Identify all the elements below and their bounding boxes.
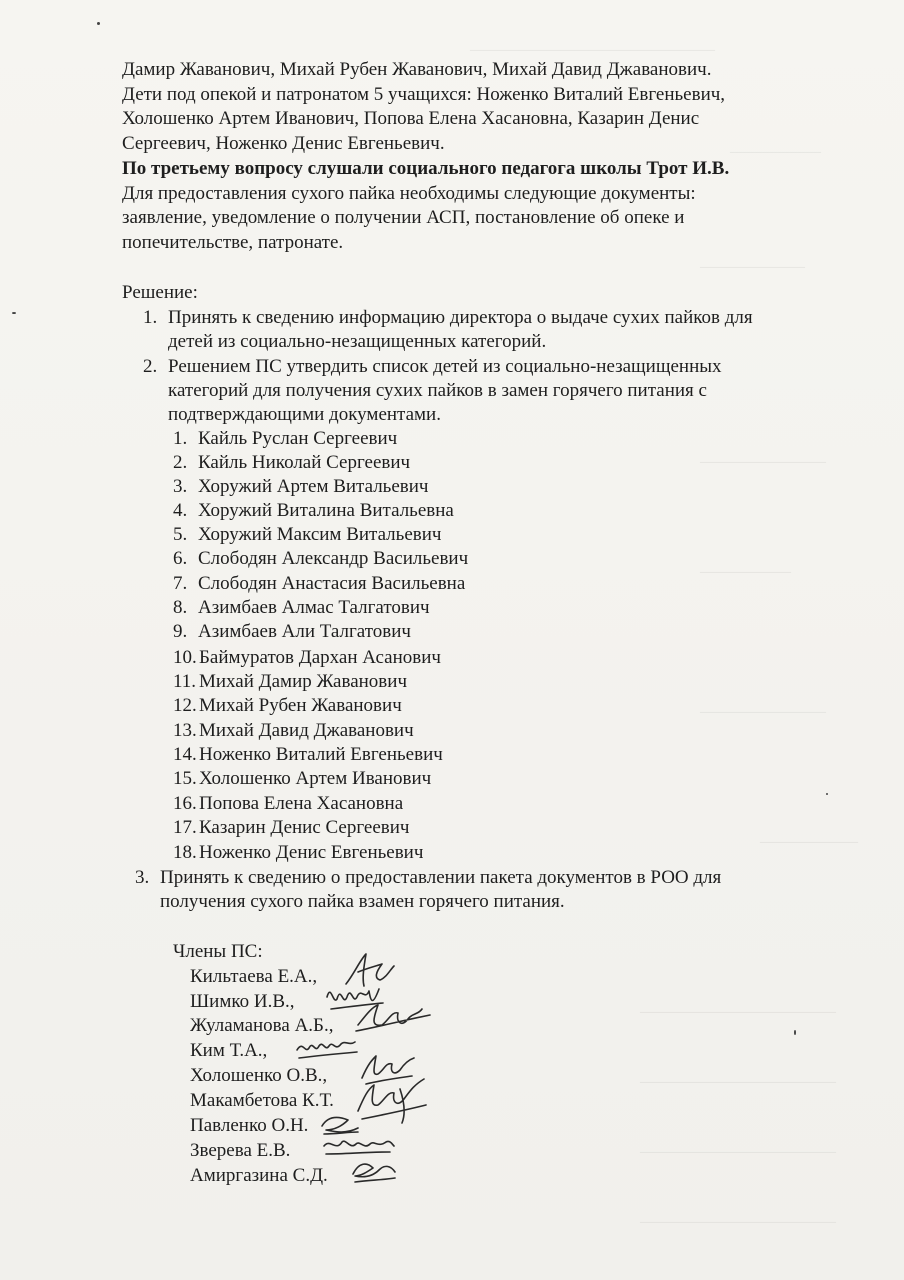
child-name: Баймуратов Дархан Асанович bbox=[199, 647, 441, 668]
scan-speck bbox=[12, 312, 16, 314]
child-number: 10. bbox=[173, 647, 197, 668]
member-name: Жуламанова А.Б., bbox=[190, 1015, 334, 1036]
decision-line: категорий для получения сухих пайков в замен горячего питания с bbox=[168, 380, 707, 401]
child-number: 16. bbox=[173, 793, 197, 814]
scan-speck bbox=[794, 1030, 796, 1035]
signature-amirgazina bbox=[349, 1156, 399, 1186]
member-name: Амиргазина С.Д. bbox=[190, 1165, 328, 1186]
intro-line: Холошенко Артем Иванович, Попова Елена Хасановна, Казарин Денис bbox=[122, 108, 700, 129]
intro-line: Дамир Жаванович, Михай Рубен Жаванович, Михай Давид Джаванович. bbox=[122, 59, 712, 80]
child-number: 13. bbox=[173, 720, 197, 741]
child-name: Михай Давид Джаванович bbox=[199, 720, 414, 741]
child-name: Слободян Анастасия Васильевна bbox=[198, 573, 466, 594]
decision-number: 2. bbox=[143, 356, 158, 377]
child-number: 1. bbox=[173, 428, 188, 449]
decision-line: Принять к сведению о предоставлении пакета документов в РОО для bbox=[160, 867, 722, 888]
child-name: Холошенко Артем Иванович bbox=[199, 768, 432, 789]
child-name: Азимбаев Алмас Талгатович bbox=[198, 597, 430, 618]
child-name: Хоружий Артем Витальевич bbox=[198, 476, 429, 497]
child-name: Ноженко Виталий Евгеньевич bbox=[199, 744, 443, 765]
members-label: Члены ПС: bbox=[173, 941, 263, 962]
child-number: 12. bbox=[173, 695, 197, 716]
document-page: ___________________________________ _____________ _______________ __________________ _____________ __________________ ______________ ____________________________ ____________________________ ____________________________ ____________________________ Дамир Жаванович, Михай Рубен Жаванович, Михай Давид Джаванович. Дети под опекой и патронатом 5 учащихся: Ноженко Виталий Евгеньевич, Холошенко Артем Иванович, Попова Елена Хасановна, Казарин Денис Сергеевич, Ноженко Денис Евгеньевич. По третьему вопросу слушали социального педагога школы Трот И.В. Для предоставления сухого пайка необходимы следующие документы: заявление, уведомление о получении АСП, постановление об опеке и попечительстве, патронате. Решение: 1. Принять к сведению информацию директора о выдаче сухих пайков для детей из социально-незащищенных категорий. 2. Решением ПС утвердить список детей из социально-незащищенных категорий для получения сухих пайков в замен горячего питания с подтверждающими документами. 1. Кайль Руслан Сергеевич 2. Кайль Николай Сергеевич 3. Хоружий Артем Витальевич 4. Хоружий Виталина Витальевна 5. Хоружий Максим Витальевич 6. Слободян Александр Васильевич 7. Слободян Анастасия Васильевна 8. Азимбаев Алмас Талгатович 9. Азимбаев Али Талгатович 10. Баймуратов Дархан Асанович 11. Михай Дамир Жаванович 12. Михай Рубен Жаванович 13. Михай Давид Джаванович 14. Ноженко Виталий Евгеньевич 15. Холошенко Артем Иванович 16. Попова Елена Хасановна 17. Казарин Денис Сергеевич 18. Ноженко Денис Евгеньевич 3. Принять к сведению о предоставлении пакета документов в РОО для получения сухого пайка взамен горячего питания. Члены ПС: Кильтаева Е.А., Шимко И.В., Жуламанова А.Б., Ким Т.А., Холошенко О.В., Макамбетова К.Т. Павленко О.Н. Зверева Е.В. Амиргазина С.Д. bbox=[0, 0, 904, 1280]
child-number: 15. bbox=[173, 768, 197, 789]
decision-label: Решение: bbox=[122, 282, 198, 303]
child-name: Казарин Денис Сергеевич bbox=[199, 817, 410, 838]
member-name: Зверева Е.В. bbox=[190, 1140, 291, 1161]
child-number: 8. bbox=[173, 597, 188, 618]
child-number: 11. bbox=[173, 671, 197, 692]
child-number: 6. bbox=[173, 548, 188, 569]
child-name: Хоружий Максим Витальевич bbox=[198, 524, 442, 545]
child-number: 2. bbox=[173, 452, 188, 473]
intro-line: Дети под опекой и патронатом 5 учащихся: Ноженко Виталий Евгеньевич, bbox=[122, 84, 726, 105]
child-number: 18. bbox=[173, 842, 197, 863]
decision-number: 3. bbox=[135, 867, 150, 888]
child-number: 17. bbox=[173, 817, 197, 838]
decision-number: 1. bbox=[143, 307, 158, 328]
intro-line: Сергеевич, Ноженко Денис Евгеньевич. bbox=[122, 133, 445, 154]
member-name: Ким Т.А., bbox=[190, 1040, 268, 1061]
q3-line: Для предоставления сухого пайка необходимы следующие документы: bbox=[122, 183, 696, 204]
member-name: Кильтаева Е.А., bbox=[190, 966, 318, 987]
child-name: Азимбаев Али Талгатович bbox=[198, 621, 411, 642]
child-name: Хоружий Виталина Витальевна bbox=[198, 500, 454, 521]
child-number: 14. bbox=[173, 744, 197, 765]
member-name: Холошенко О.В., bbox=[190, 1065, 328, 1086]
decision-line: Решением ПС утвердить список детей из социально-незащищенных bbox=[168, 356, 722, 377]
signature-zhulamanova bbox=[352, 997, 434, 1039]
decision-line: Принять к сведению информацию директора о выдаче сухих пайков для bbox=[168, 307, 753, 328]
child-number: 4. bbox=[173, 500, 188, 521]
child-name: Слободян Александр Васильевич bbox=[198, 548, 469, 569]
member-name: Шимко И.В., bbox=[190, 991, 295, 1012]
decision-line: получения сухого пайка взамен горячего питания. bbox=[160, 891, 565, 912]
child-number: 9. bbox=[173, 621, 188, 642]
member-name: Павленко О.Н. bbox=[190, 1115, 309, 1136]
child-number: 7. bbox=[173, 573, 188, 594]
child-number: 3. bbox=[173, 476, 188, 497]
scan-speck bbox=[97, 22, 100, 25]
scan-speck bbox=[826, 793, 828, 795]
q3-heading: По третьему вопросу слушали социального педагога школы Трот И.В. bbox=[122, 158, 730, 179]
child-number: 5. bbox=[173, 524, 188, 545]
child-name: Попова Елена Хасановна bbox=[199, 793, 404, 814]
q3-line: попечительстве, патронате. bbox=[122, 232, 344, 253]
decision-line: детей из социально-незащищенных категорий. bbox=[168, 331, 547, 352]
q3-line: заявление, уведомление о получении АСП, постановление об опеке и bbox=[122, 207, 685, 228]
child-name: Михай Рубен Жаванович bbox=[199, 695, 402, 716]
member-name: Макамбетова К.Т. bbox=[190, 1090, 334, 1111]
child-name: Кайль Николай Сергеевич bbox=[198, 452, 411, 473]
child-name: Кайль Руслан Сергеевич bbox=[198, 428, 398, 449]
signature-kim bbox=[293, 1030, 361, 1062]
child-name: Михай Дамир Жаванович bbox=[199, 671, 407, 692]
decision-line: подтверждающими документами. bbox=[168, 404, 441, 425]
child-name: Ноженко Денис Евгеньевич bbox=[199, 842, 424, 863]
signature-makambetova bbox=[352, 1075, 432, 1127]
